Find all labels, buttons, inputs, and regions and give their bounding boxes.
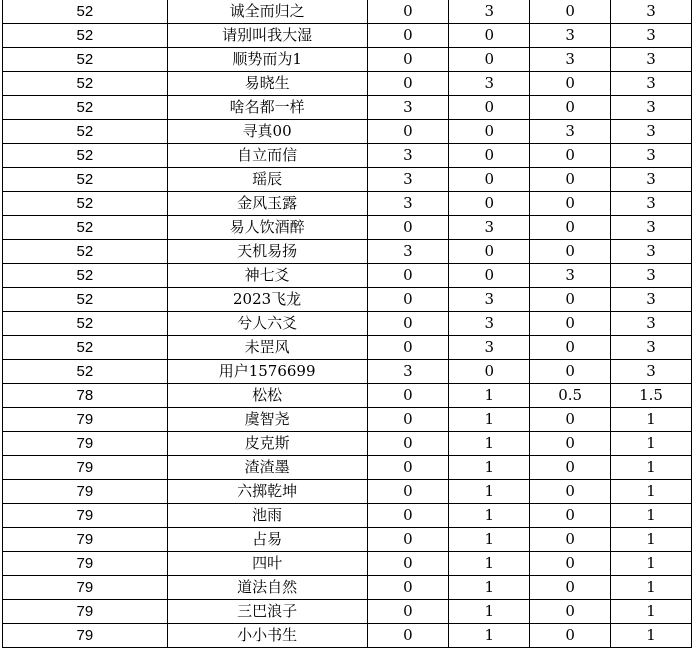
rank-cell: 79	[3, 408, 168, 432]
total-cell: 3	[611, 192, 692, 216]
score-c-cell: 0	[530, 192, 611, 216]
table-row	[3, 240, 692, 264]
table-row	[3, 0, 692, 24]
score-a-cell: 3	[367, 144, 449, 168]
rank-cell: 52	[3, 120, 168, 144]
score-b-cell: 1	[449, 504, 530, 528]
score-a-cell: 3	[367, 192, 449, 216]
score-b-cell: 3	[449, 72, 530, 96]
rank-cell: 52	[3, 48, 168, 72]
total-cell: 3	[611, 24, 692, 48]
name-cell: 自立而信	[167, 144, 367, 168]
score-b-cell: 3	[449, 0, 530, 24]
score-a-cell: 0	[367, 552, 449, 576]
table-row	[3, 120, 692, 144]
score-b-cell: 3	[449, 336, 530, 360]
name-cell: 请别叫我大湿	[167, 24, 367, 48]
name-cell: 占易	[167, 528, 367, 552]
score-a-cell: 0	[367, 264, 449, 288]
score-c-cell: 0	[530, 432, 611, 456]
score-c-cell: 0	[530, 456, 611, 480]
score-b-cell: 0	[449, 24, 530, 48]
score-b-cell: 1	[449, 624, 530, 648]
total-cell: 3	[611, 288, 692, 312]
rank-cell: 79	[3, 600, 168, 624]
score-b-cell: 1	[449, 600, 530, 624]
table-row	[3, 456, 692, 480]
table-row	[3, 24, 692, 48]
score-c-cell: 0	[530, 600, 611, 624]
table-row	[3, 264, 692, 288]
table-row	[3, 96, 692, 120]
table-row	[3, 72, 692, 96]
score-a-cell: 0	[367, 120, 449, 144]
table-row	[3, 432, 692, 456]
total-cell: 1	[611, 600, 692, 624]
name-cell: 2023飞龙	[167, 288, 367, 312]
score-a-cell: 0	[367, 312, 449, 336]
rank-cell: 52	[3, 264, 168, 288]
name-cell: 瑶辰	[167, 168, 367, 192]
total-cell: 3	[611, 96, 692, 120]
name-cell: 未罡风	[167, 336, 367, 360]
name-cell: 神七爻	[167, 264, 367, 288]
rank-cell: 52	[3, 192, 168, 216]
score-c-cell: 0	[530, 624, 611, 648]
table-row	[3, 504, 692, 528]
name-cell: 天机易扬	[167, 240, 367, 264]
name-cell: 寻真00	[167, 120, 367, 144]
table-row	[3, 552, 692, 576]
score-b-cell: 0	[449, 48, 530, 72]
score-b-cell: 1	[449, 408, 530, 432]
score-b-cell: 0	[449, 240, 530, 264]
total-cell: 1	[611, 432, 692, 456]
score-c-cell: 0.5	[530, 384, 611, 408]
score-c-cell: 0	[530, 216, 611, 240]
total-cell: 3	[611, 360, 692, 384]
score-a-cell: 0	[367, 456, 449, 480]
score-b-cell: 0	[449, 168, 530, 192]
score-c-cell: 0	[530, 168, 611, 192]
rank-cell: 52	[3, 288, 168, 312]
total-cell: 3	[611, 312, 692, 336]
score-a-cell: 3	[367, 96, 449, 120]
name-cell: 金风玉露	[167, 192, 367, 216]
total-cell: 1	[611, 504, 692, 528]
rank-cell: 79	[3, 480, 168, 504]
score-a-cell: 0	[367, 0, 449, 24]
score-c-cell: 0	[530, 504, 611, 528]
table-row	[3, 168, 692, 192]
score-b-cell: 0	[449, 264, 530, 288]
score-b-cell: 0	[449, 96, 530, 120]
name-cell: 虞智尧	[167, 408, 367, 432]
total-cell: 3	[611, 72, 692, 96]
score-c-cell: 0	[530, 576, 611, 600]
total-cell: 3	[611, 48, 692, 72]
table-row	[3, 216, 692, 240]
table-row	[3, 600, 692, 624]
score-a-cell: 0	[367, 528, 449, 552]
name-cell: 易人饮酒醉	[167, 216, 367, 240]
score-b-cell: 1	[449, 576, 530, 600]
rank-cell: 52	[3, 0, 168, 24]
total-cell: 1.5	[611, 384, 692, 408]
score-c-cell: 0	[530, 528, 611, 552]
table-row	[3, 144, 692, 168]
total-cell: 3	[611, 120, 692, 144]
rank-cell: 52	[3, 216, 168, 240]
score-a-cell: 0	[367, 576, 449, 600]
score-c-cell: 3	[530, 48, 611, 72]
score-c-cell: 0	[530, 144, 611, 168]
table-row	[3, 384, 692, 408]
name-cell: 六掷乾坤	[167, 480, 367, 504]
score-a-cell: 3	[367, 168, 449, 192]
score-b-cell: 3	[449, 288, 530, 312]
score-table	[2, 0, 692, 648]
name-cell: 三巴浪子	[167, 600, 367, 624]
score-c-cell: 0	[530, 0, 611, 24]
score-c-cell: 0	[530, 96, 611, 120]
score-a-cell: 0	[367, 48, 449, 72]
total-cell: 3	[611, 240, 692, 264]
rank-cell: 52	[3, 240, 168, 264]
score-b-cell: 1	[449, 480, 530, 504]
score-a-cell: 0	[367, 72, 449, 96]
score-b-cell: 1	[449, 528, 530, 552]
total-cell: 3	[611, 264, 692, 288]
name-cell: 兮人六爻	[167, 312, 367, 336]
score-a-cell: 0	[367, 480, 449, 504]
score-c-cell: 0	[530, 336, 611, 360]
score-a-cell: 0	[367, 336, 449, 360]
score-c-cell: 3	[530, 24, 611, 48]
score-a-cell: 0	[367, 384, 449, 408]
name-cell: 小小书生	[167, 624, 367, 648]
score-a-cell: 0	[367, 216, 449, 240]
table-row	[3, 312, 692, 336]
name-cell: 易晓生	[167, 72, 367, 96]
score-b-cell: 0	[449, 120, 530, 144]
score-a-cell: 0	[367, 504, 449, 528]
total-cell: 1	[611, 456, 692, 480]
name-cell: 松松	[167, 384, 367, 408]
score-a-cell: 0	[367, 600, 449, 624]
total-cell: 3	[611, 336, 692, 360]
rank-cell: 52	[3, 336, 168, 360]
rank-cell: 79	[3, 432, 168, 456]
total-cell: 3	[611, 216, 692, 240]
score-c-cell: 0	[530, 72, 611, 96]
score-c-cell: 0	[530, 288, 611, 312]
table-row	[3, 408, 692, 432]
total-cell: 1	[611, 552, 692, 576]
name-cell: 道法自然	[167, 576, 367, 600]
score-a-cell: 0	[367, 408, 449, 432]
table-row	[3, 624, 692, 648]
score-c-cell: 0	[530, 312, 611, 336]
table-row	[3, 480, 692, 504]
table-row	[3, 336, 692, 360]
total-cell: 1	[611, 528, 692, 552]
rank-cell: 79	[3, 528, 168, 552]
name-cell: 顺势而为1	[167, 48, 367, 72]
score-c-cell: 0	[530, 552, 611, 576]
rank-cell: 52	[3, 24, 168, 48]
table-row	[3, 192, 692, 216]
score-b-cell: 1	[449, 456, 530, 480]
total-cell: 1	[611, 624, 692, 648]
name-cell: 啥名都一样	[167, 96, 367, 120]
score-b-cell: 0	[449, 144, 530, 168]
name-cell: 渣渣墨	[167, 456, 367, 480]
total-cell: 3	[611, 0, 692, 24]
score-b-cell: 1	[449, 432, 530, 456]
table-row	[3, 576, 692, 600]
rank-cell: 79	[3, 552, 168, 576]
rank-cell: 52	[3, 360, 168, 384]
total-cell: 3	[611, 168, 692, 192]
table-row	[3, 48, 692, 72]
table-row	[3, 360, 692, 384]
score-a-cell: 0	[367, 288, 449, 312]
rank-cell: 52	[3, 72, 168, 96]
score-b-cell: 0	[449, 192, 530, 216]
name-cell: 皮克斯	[167, 432, 367, 456]
score-c-cell: 3	[530, 264, 611, 288]
rank-cell: 79	[3, 624, 168, 648]
score-b-cell: 3	[449, 312, 530, 336]
total-cell: 1	[611, 576, 692, 600]
score-a-cell: 0	[367, 624, 449, 648]
score-b-cell: 3	[449, 216, 530, 240]
score-b-cell: 1	[449, 552, 530, 576]
rank-cell: 79	[3, 456, 168, 480]
score-c-cell: 0	[530, 240, 611, 264]
score-a-cell: 0	[367, 432, 449, 456]
score-a-cell: 0	[367, 24, 449, 48]
rank-cell: 52	[3, 168, 168, 192]
rank-cell: 52	[3, 96, 168, 120]
name-cell: 诚全而归之	[167, 0, 367, 24]
score-c-cell: 0	[530, 408, 611, 432]
score-a-cell: 3	[367, 240, 449, 264]
rank-cell: 52	[3, 312, 168, 336]
score-c-cell: 0	[530, 480, 611, 504]
score-a-cell: 3	[367, 360, 449, 384]
table-row	[3, 288, 692, 312]
total-cell: 1	[611, 408, 692, 432]
table-row	[3, 528, 692, 552]
name-cell: 用户1576699	[167, 360, 367, 384]
score-c-cell: 3	[530, 120, 611, 144]
score-b-cell: 0	[449, 360, 530, 384]
rank-cell: 79	[3, 576, 168, 600]
total-cell: 1	[611, 480, 692, 504]
rank-cell: 78	[3, 384, 168, 408]
name-cell: 池雨	[167, 504, 367, 528]
rank-cell: 79	[3, 504, 168, 528]
score-table-body	[3, 0, 692, 648]
name-cell: 四叶	[167, 552, 367, 576]
rank-cell: 52	[3, 144, 168, 168]
total-cell: 3	[611, 144, 692, 168]
score-c-cell: 0	[530, 360, 611, 384]
score-b-cell: 1	[449, 384, 530, 408]
